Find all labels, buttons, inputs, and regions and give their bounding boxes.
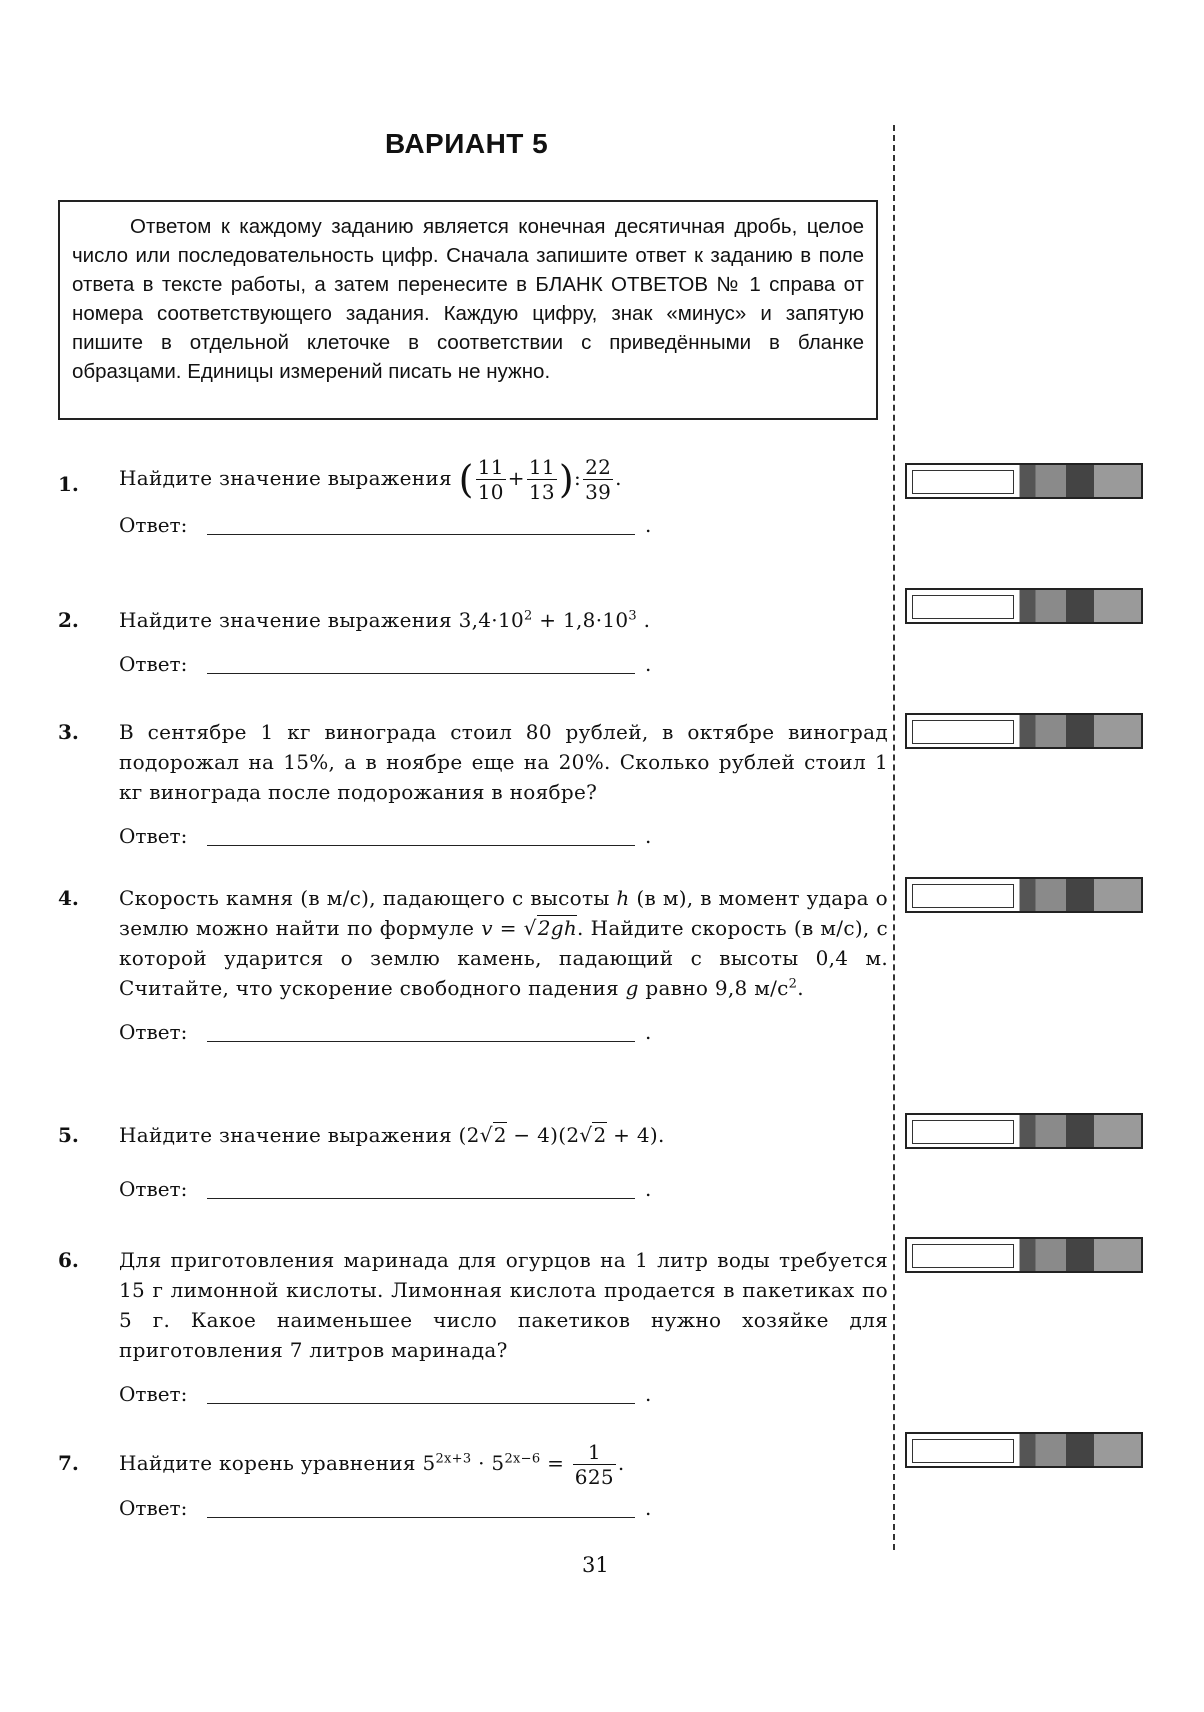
answer-box-1	[905, 463, 1143, 499]
task-text: Найдите значение выражения (2√2 − 4)(2√2 + 4).	[119, 1123, 665, 1147]
answer-field[interactable]: Ответ: .	[119, 1496, 652, 1520]
instructions-box: Ответом к каждому заданию является конечная десятичная дробь, целое число или последовательность цифр. Сначала запишите ответ к заданию в поле ответа в тексте работы, а затем перенесите в БЛАНК ОТВЕТОВ № 1 справа от номера соответствующего задания. Каждую цифру, знак «минус» и запятую пишите в отдельной клеточке в соответствии с приведёнными в бланке образцами. Единицы измерений писать не нужно.	[58, 200, 878, 420]
task-text: Найдите значение выражения ( $\frac{11}{10}$ + $\frac{11}{13}$ ): $\frac{22}{39}$ .	[119, 455, 622, 504]
task-number: 2.	[58, 608, 79, 632]
answer-box-7	[905, 1432, 1143, 1468]
fraction: $\frac{11}{13}$	[528, 455, 555, 504]
page-number: 31	[582, 1553, 609, 1577]
answer-box-6	[905, 1237, 1143, 1273]
answer-field[interactable]: Ответ: .	[119, 1020, 652, 1044]
task-1	[58, 455, 888, 540]
answer-box-4	[905, 877, 1143, 913]
answer-field[interactable]: Ответ: .	[119, 652, 652, 676]
task-text: В сентябре 1 кг винограда стоил 80 рублей, в октябре виноград подорожал на 15%, а в ноябре еще на 20%. Сколько рублей стоил 1 кг винограда после подорожания в ноябре?	[119, 720, 888, 804]
task-2	[58, 605, 888, 679]
task-4	[58, 883, 888, 1047]
answer-field[interactable]: Ответ: .	[119, 1382, 652, 1406]
page-title: ВАРИАНТ 5	[385, 128, 549, 159]
task-7	[58, 1440, 888, 1523]
answer-field[interactable]: Ответ: .	[119, 1177, 652, 1201]
task-text: Для приготовления маринада для огурцов на 1 литр воды требуется 15 г лимонной кислоты. Лимонная кислота продается в пакетиках по 5 г. Какое наименьшее число пакетиков нужно хозяйке для приготовления 7 литров маринада?	[119, 1248, 888, 1362]
task-number: 7.	[58, 1451, 79, 1475]
fraction: $\frac{22}{39}$	[585, 455, 612, 504]
task-3	[58, 717, 888, 851]
fraction: $\frac{1}{625}$	[574, 1440, 614, 1489]
task-number: 5.	[58, 1123, 79, 1147]
task-number: 6.	[58, 1248, 79, 1272]
task-text: Скорость камня (в м/с), падающего с высоты h (в м), в момент удара о землю можно найти по формуле v = √2gh. Найдите скорость (в м/с), с которой ударится о землю камень, падающий с высоты 0,4 м. Считайте, что ускорение свободного падения g равно 9,8 $м/с^2$.	[119, 886, 888, 1000]
answer-field[interactable]: Ответ: .	[119, 824, 652, 848]
answer-field[interactable]: Ответ: .	[119, 513, 652, 537]
answer-box-3	[905, 713, 1143, 749]
task-text: Найдите значение выражения $3,4\cdot 10^2 + 1,8\cdot 10^3$ .	[119, 608, 651, 632]
task-text: Найдите корень уравнения $5^{2x+3} \cdot 5^{2x-6}$ = $\frac{1}{625}$ .	[119, 1440, 625, 1489]
task-5	[58, 1120, 888, 1204]
task-6	[58, 1245, 888, 1409]
task-number: 1.	[58, 472, 79, 496]
fraction: $\frac{11}{10}$	[477, 455, 504, 504]
task-number: 4.	[58, 886, 79, 910]
answer-box-5	[905, 1113, 1143, 1149]
task-number: 3.	[58, 720, 79, 744]
answer-box-2	[905, 588, 1143, 624]
cut-line	[893, 125, 895, 1550]
